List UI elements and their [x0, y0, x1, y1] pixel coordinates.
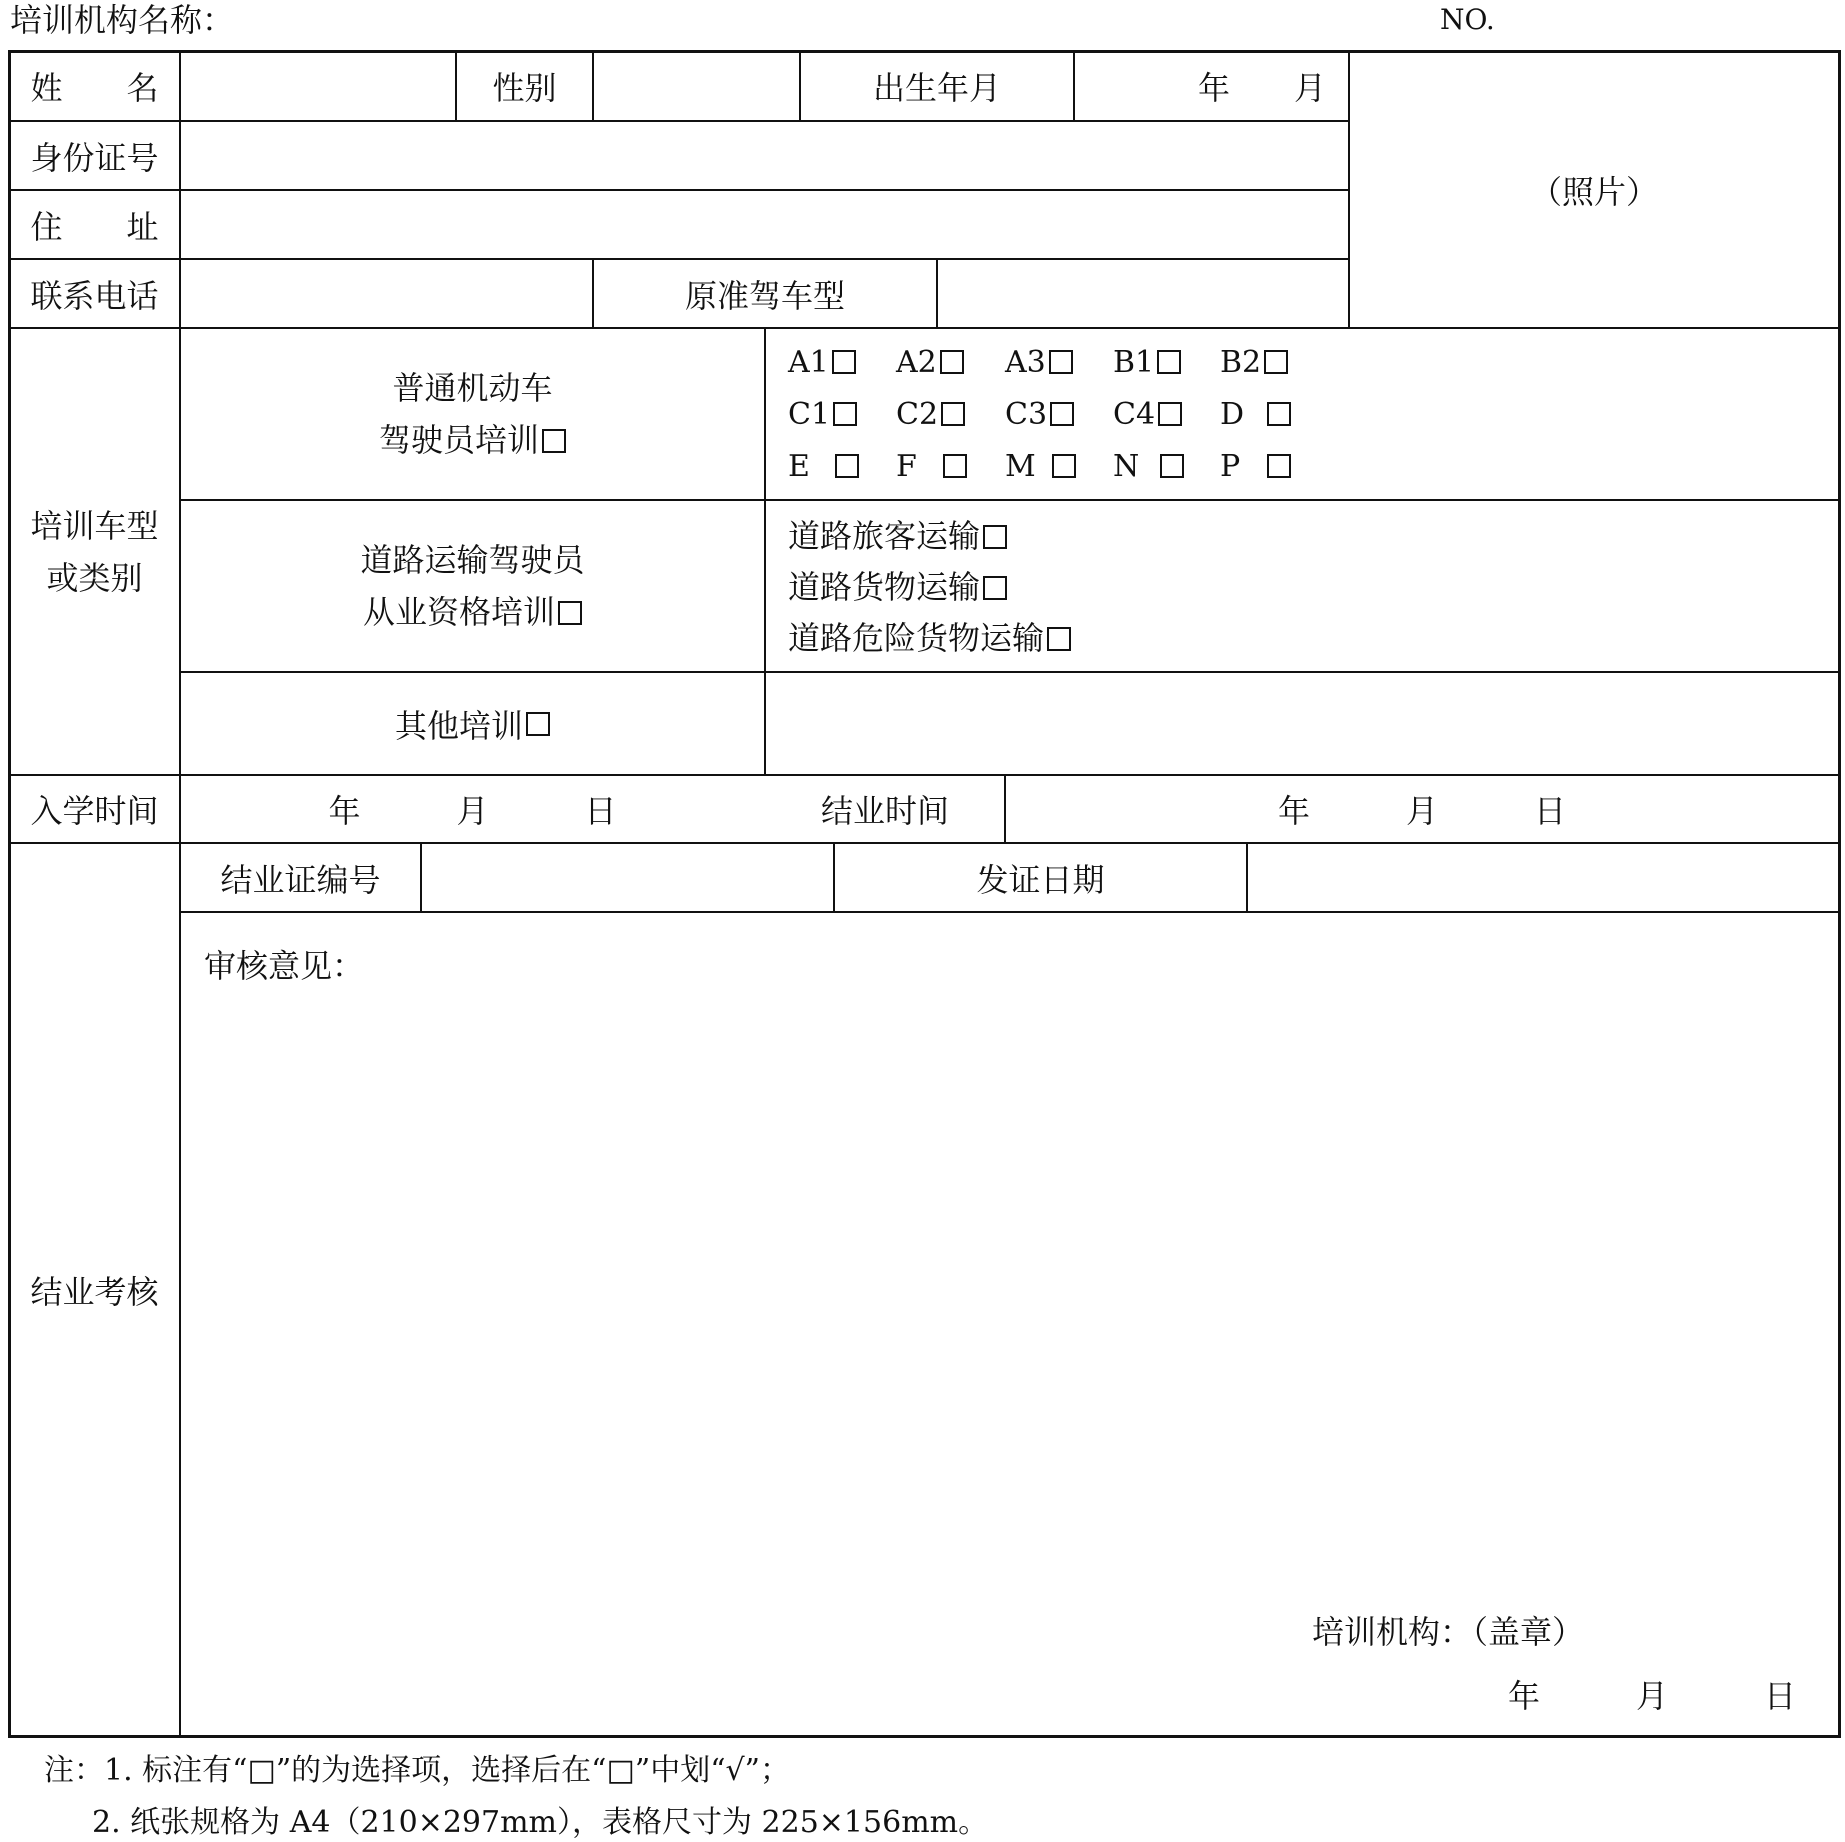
orig-license-label: 原准驾车型	[684, 276, 845, 315]
other-training-checkbox[interactable]	[526, 712, 550, 736]
license-class-label: A1	[788, 345, 829, 380]
road-training-line1: 道路运输驾驶员	[360, 541, 585, 579]
license-class-label: M	[1005, 449, 1036, 484]
license-class-label: D	[1220, 397, 1245, 432]
training-category-label-line1: 培训车型	[30, 506, 159, 545]
id-field[interactable]	[181, 122, 1348, 189]
other-training-option[interactable]	[181, 673, 764, 774]
license-class-checkbox[interactable]	[1052, 454, 1076, 478]
birth-field[interactable]: 年 月	[1197, 69, 1326, 107]
license-class-label: N	[1113, 449, 1140, 484]
license-class-label: E	[788, 449, 810, 484]
seal-date: 年 月 日	[1508, 1677, 1797, 1715]
license-class-label: C2	[896, 397, 939, 432]
road-training-checkbox[interactable]	[558, 601, 582, 625]
road-option-label: 道路旅客运输	[788, 517, 981, 555]
license-class-checkbox[interactable]	[941, 402, 965, 426]
training-category-label	[10, 329, 179, 774]
review-opinion-area[interactable]	[181, 913, 1838, 1735]
name-field[interactable]	[181, 52, 455, 120]
motor-training-line2: 驾驶员培训	[378, 421, 539, 459]
motor-training-line1: 普通机动车	[392, 369, 553, 407]
road-training-line2: 从业资格培训	[362, 593, 555, 631]
license-class-checkbox[interactable]	[833, 402, 857, 426]
other-training-field[interactable]	[766, 673, 1838, 774]
enroll-date-label: 入学时间	[30, 792, 159, 830]
license-class-checkbox[interactable]	[1050, 402, 1074, 426]
gender-field[interactable]	[594, 52, 799, 120]
birth-label: 出生年月	[872, 69, 1001, 107]
license-class-checkbox[interactable]	[940, 350, 964, 374]
license-class-label: C1	[788, 397, 831, 432]
license-class-checkbox[interactable]	[1158, 402, 1182, 426]
name-label: 姓 名	[30, 69, 159, 107]
training-category-label-line2: 或类别	[46, 558, 143, 597]
address-label: 住 址	[30, 207, 159, 246]
license-class-checkbox[interactable]	[1264, 350, 1288, 374]
license-class-checkbox[interactable]	[1160, 454, 1184, 478]
issue-date-label: 发证日期	[976, 860, 1105, 899]
id-label: 身份证号	[30, 138, 159, 177]
license-class-checkbox[interactable]	[835, 454, 859, 478]
gender-label: 性别	[492, 69, 557, 107]
assessment-section-label: 结业考核	[30, 1272, 159, 1311]
road-option-label: 道路危险货物运输	[788, 619, 1045, 657]
road-option-label: 道路货物运输	[788, 568, 981, 606]
cert-number-field[interactable]	[422, 844, 833, 911]
note-line-1: 注：1. 标注有“□”的为选择项，选择后在“□”中划“√”；	[44, 1753, 790, 1788]
license-class-checkbox[interactable]	[1267, 454, 1291, 478]
enroll-date-field[interactable]: 年 月 日	[328, 792, 617, 830]
note-line-2: 2. 纸张规格为 A4（210×297mm），表格尺寸为 225×156mm。	[92, 1805, 989, 1840]
cert-number-label: 结业证编号	[220, 860, 381, 899]
motor-training-checkbox[interactable]	[542, 429, 566, 453]
license-class-label: P	[1220, 449, 1241, 484]
org-name-label: 培训机构名称：	[10, 1, 235, 39]
phone-label: 联系电话	[30, 276, 159, 315]
license-class-checkbox[interactable]	[1049, 350, 1073, 374]
issue-date-field[interactable]	[1248, 844, 1838, 911]
seal-label: 培训机构：（盖章）	[1312, 1613, 1585, 1651]
license-class-label: C3	[1005, 397, 1048, 432]
form-number-label: NO.	[1440, 3, 1495, 36]
license-class-label: A2	[896, 345, 937, 380]
address-field[interactable]	[181, 191, 1348, 258]
road-option-checkbox[interactable]	[983, 525, 1007, 549]
review-opinion-label: 审核意见：	[204, 947, 365, 985]
road-transport-training-option[interactable]	[181, 501, 764, 671]
phone-field[interactable]	[181, 260, 592, 327]
road-option-checkbox[interactable]	[1047, 627, 1071, 651]
other-training-label: 其他培训	[394, 706, 523, 745]
license-class-checkbox[interactable]	[943, 454, 967, 478]
orig-license-field[interactable]	[938, 260, 1348, 327]
license-class-label: F	[896, 449, 917, 484]
grad-date-field[interactable]: 年 月 日	[1277, 792, 1566, 830]
photo-area[interactable]: （照片）	[1529, 172, 1658, 211]
license-class-label: C4	[1113, 397, 1156, 432]
license-class-label: B1	[1113, 345, 1155, 380]
grad-date-label: 结业时间	[820, 792, 949, 830]
road-option-checkbox[interactable]	[983, 576, 1007, 600]
license-class-checkbox[interactable]	[1157, 350, 1181, 374]
license-class-checkbox[interactable]	[832, 350, 856, 374]
motor-training-option[interactable]	[181, 329, 764, 499]
license-class-checkbox[interactable]	[1267, 402, 1291, 426]
license-class-label: B2	[1220, 345, 1262, 380]
license-class-label: A3	[1005, 345, 1046, 380]
